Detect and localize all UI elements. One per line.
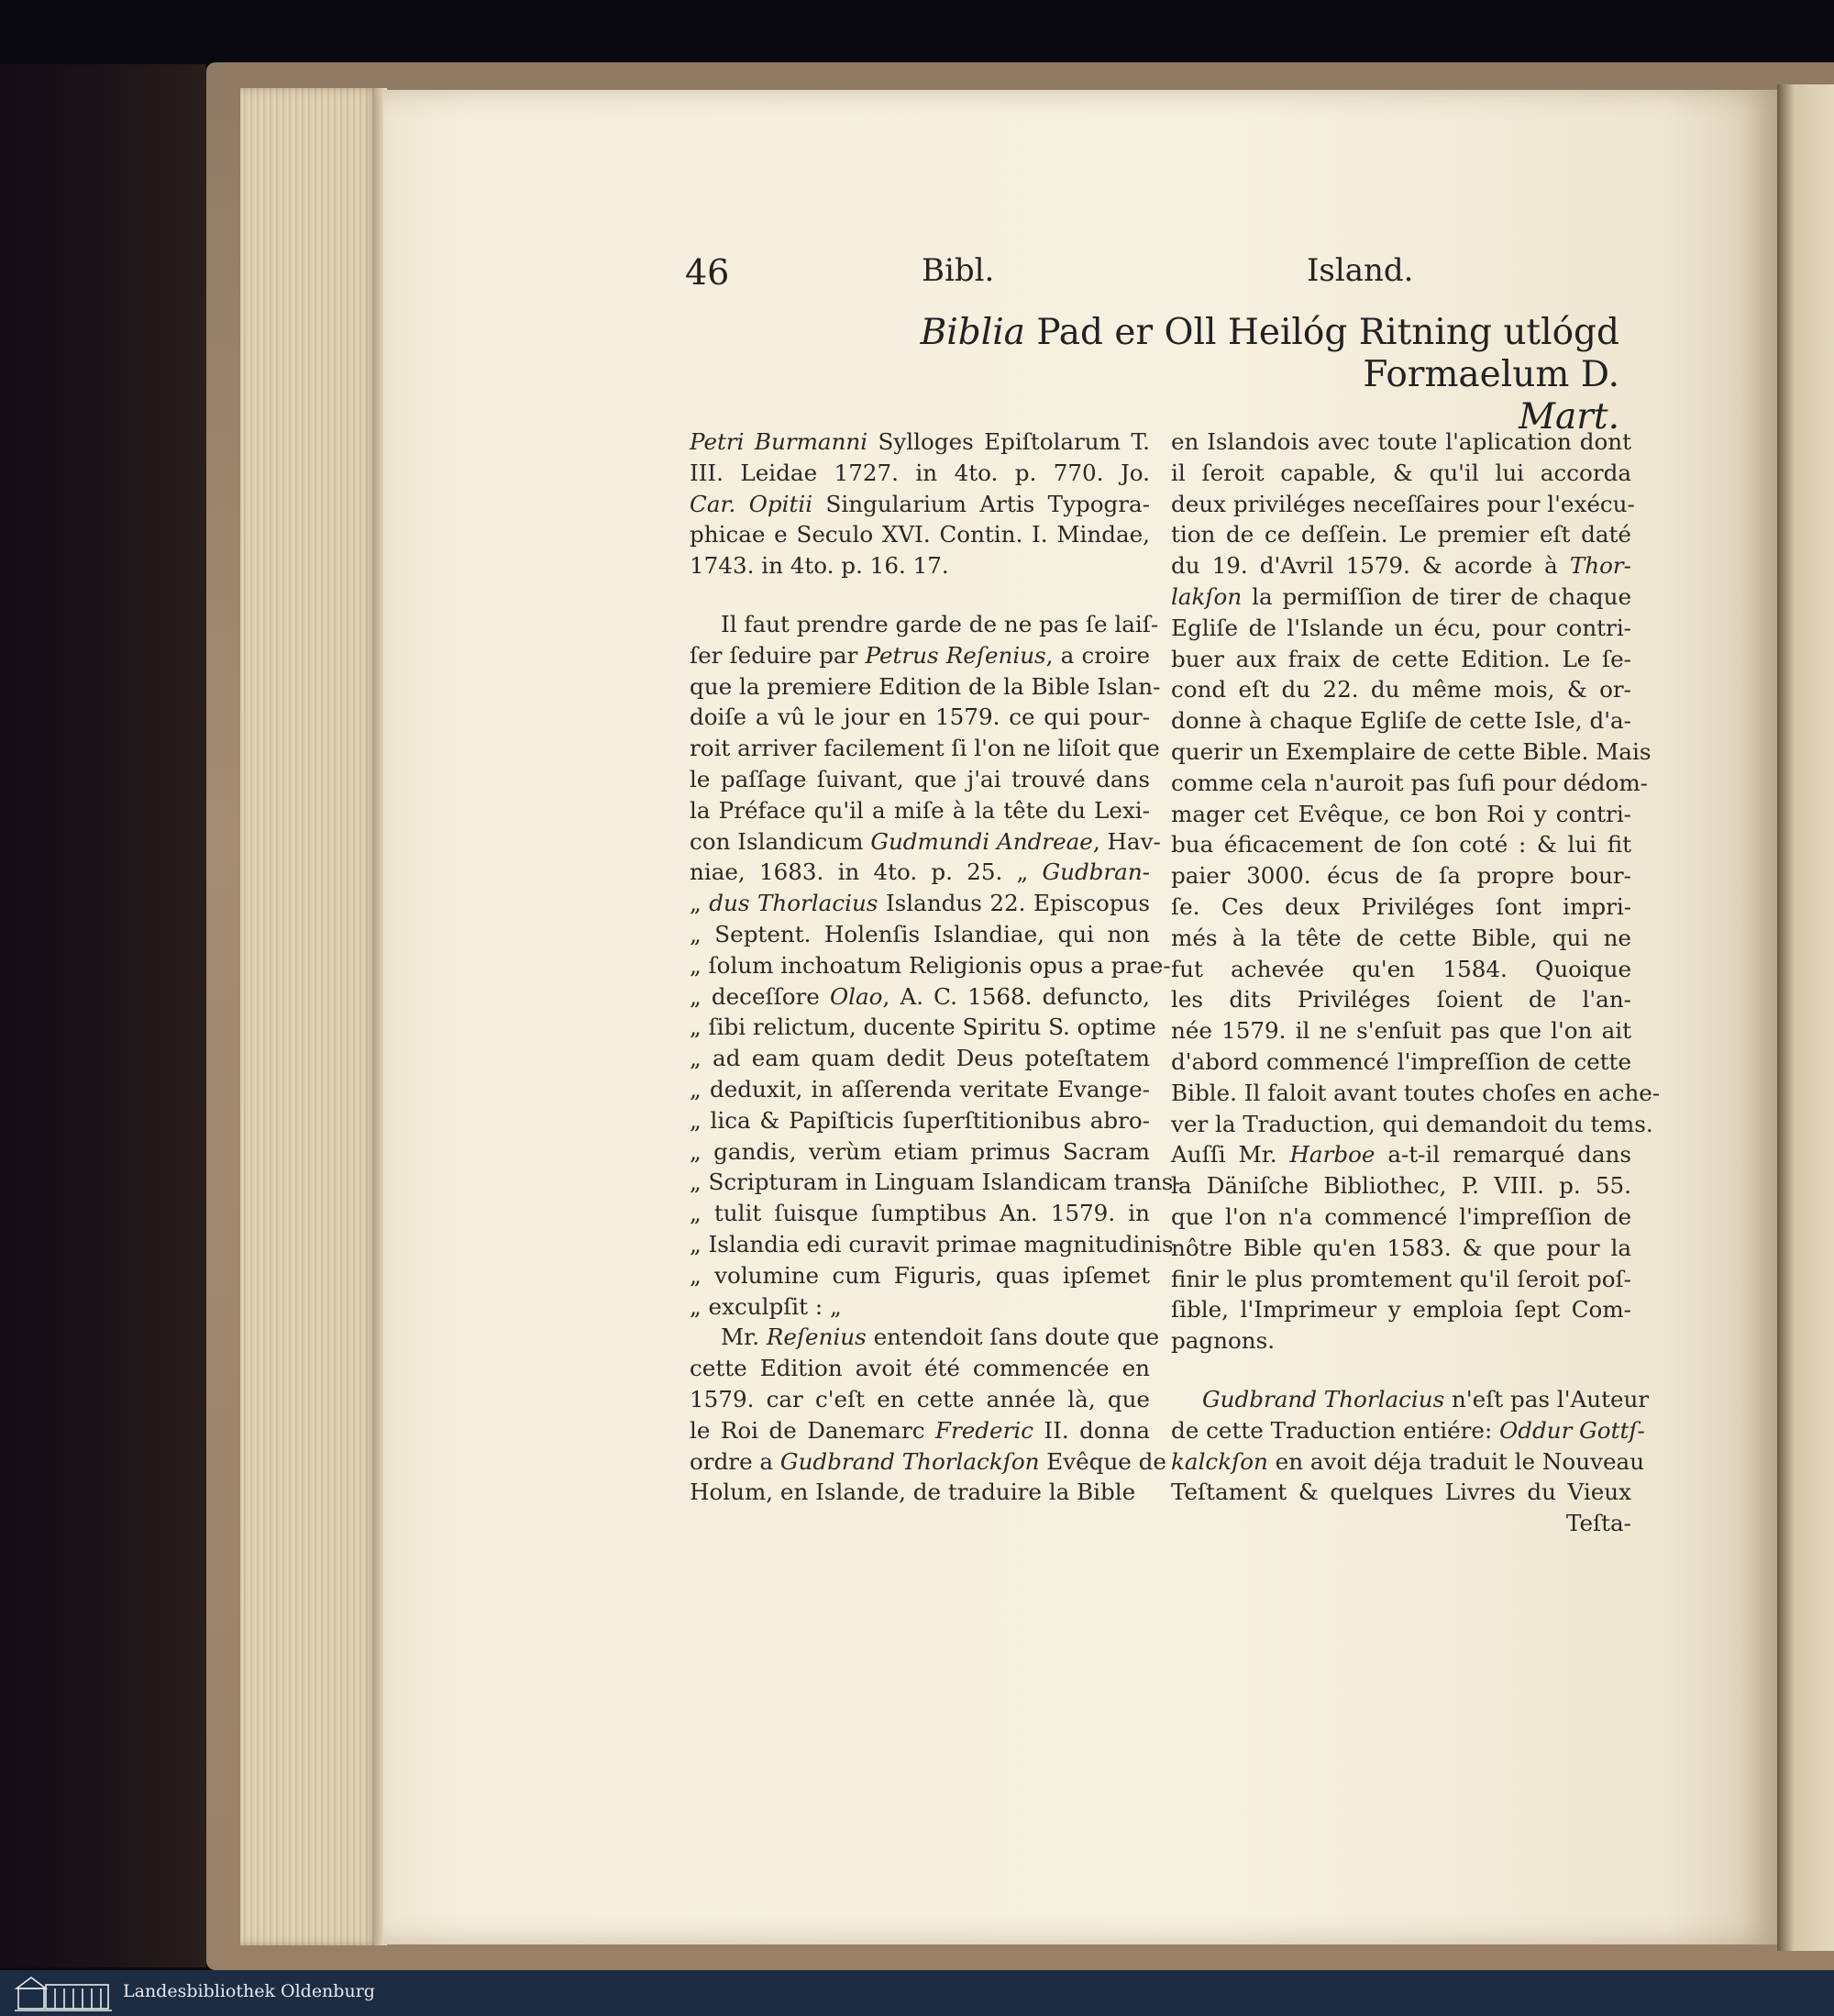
right-text-column [1171,426,1661,1539]
text-line: bua éficacement de ſon coté : & lui fit [1171,831,1631,858]
text-line: niae, 1683. in 4to. p. 25. „ Gudbran- [690,858,1150,886]
text-line: III. Leidae 1727. in 4to. p. 770. Jo. [690,459,1150,486]
text-line: doiſe a vû le jour en 1579. ce qui pour- [690,703,1150,731]
text-line: les dits Priviléges ſoient de l'an- [1171,986,1631,1014]
text-line: Teſtament & quelques Livres du Vieux [1171,1479,1631,1506]
text-line: Bible. Il faloit avant toutes choſes en ache- [1171,1079,1661,1106]
text-line: la Préface qu'il a miſe à la tête du Lexi- [690,796,1150,824]
text-line: donne à chaque Egliſe de cette Isle, d'a- [1171,707,1631,735]
text-line: „ dus Thorlacius Islandus 22. Episcopus [690,890,1150,917]
text-line: tion de ce deſſein. Le premier eſt daté [1171,521,1631,548]
text-line: la Däniſche Bibliothec, P. VIII. p. 55. [1171,1172,1631,1200]
text-line: „ volumine cum Figuris, quas ipſemet [690,1261,1150,1289]
text-line: Egliſe de l'Islande un écu, pour contri- [1171,614,1631,641]
text-line: Holum, en Islande, de traduire la Bible [690,1479,1136,1506]
facing-page-edge [1777,84,1834,1951]
library-building-icon [13,1974,114,2012]
text-line: comme cela n'auroit pas ſufi pour dédom- [1171,769,1648,796]
text-line: „ lica & Papiſticis ſuperſtitionibus abro- [690,1106,1150,1134]
text-line: mager cet Evêque, ce bon Roi y contri- [1171,800,1631,827]
text-line: „ exculpſit : „ [690,1292,842,1320]
text-line: Petri Burmanni Sylloges Epiſtolarum T. [690,428,1150,455]
text-line: Car. Opitii Singularium Artis Typogra- [690,490,1150,517]
text-line: „ deceſſore Olao, A. C. 1568. defuncto, [690,982,1150,1010]
text-line: Teſta- [1565,1510,1631,1537]
text-line: finir le plus promtement qu'il ſeroit poſ- [1171,1265,1631,1292]
text-line: paier 3000. écus de ſa propre bour- [1171,862,1631,890]
text-line: ſer ſeduire par Petrus Reſenius, a croire [690,641,1150,669]
text-line: le paſſage ſuivant, que j'ai trouvé dans [690,765,1150,792]
text-line: lakſon la permiſſion de tirer de chaque [1171,582,1631,610]
text-line: 1579. car c'eſt en cette année là, que [690,1385,1150,1412]
text-line: Il faut prendre garde de ne pas ſe laiſ- [721,610,1159,637]
text-line: que l'on n'a commencé l'impreſſion de [1171,1202,1631,1230]
text-line: Auſſi Mr. Harboe a-t-il remarqué dans [1171,1141,1631,1169]
text-line: ver la Traduction, qui demandoit du tems. [1171,1110,1653,1137]
text-line: „ ſolum inchoatum Religionis opus a prae- [690,951,1171,979]
text-line: phicae e Seculo XVI. Contin. I. Mindae, [690,521,1150,548]
text-line: d'abord commencé l'impreſſion de cette [1171,1047,1631,1075]
entry-title [767,312,1619,438]
text-line: ſe. Ces deux Priviléges ſont impri- [1171,892,1631,920]
title-line-2: Mart. [1519,396,1619,438]
paragraph-gap [690,582,1150,609]
text-line: née 1579. il ne s'enſuit pas que l'on ait [1171,1017,1631,1045]
page-edges [240,88,378,1945]
title-line-1: Pad er Oll Heilóg Ritning utlógd Formaelum D. [1024,312,1619,395]
text-line: „ deduxit, in aſſerenda veritate Evange- [690,1075,1150,1102]
left-text-column [690,426,1181,1508]
background-left [0,64,206,1967]
text-line: querir un Exemplaire de cette Bible. Mais [1171,737,1652,765]
text-line: „ Septent. Holenſis Islandiae, qui non [690,920,1150,947]
text-line: „ tulit ſuisque ſumptibus An. 1579. in [690,1200,1150,1227]
library-name: Landesbibliothek Oldenburg [123,1981,375,2001]
title-italic-word: Biblia [920,312,1025,353]
text-line: „ Scripturam in Linguam Islandicam trans- [690,1169,1181,1196]
text-line: du 19. d'Avril 1579. & acorde à Thor- [1171,552,1631,580]
text-line: cond eſt du 22. du même mois, & or- [1171,676,1631,703]
text-line: de cette Traduction entiére: Oddur Gottſ- [1171,1416,1645,1444]
text-line: Mr. Reſenius entendoit ſans doute que [721,1324,1160,1351]
text-line: buer aux fraix de cette Edition. Le ſe- [1171,645,1631,672]
text-line: roit arriver facilement ſi l'on ne liſoit que [690,735,1160,762]
paragraph-gap [1171,1357,1631,1384]
text-line: le Roi de Danemarc Frederic II. donna [690,1416,1150,1444]
text-line: 1743. in 4to. p. 16. 17. [690,552,949,580]
text-line: „ ſibi relictum, ducente Spiritu S. optime [690,1014,1156,1041]
text-line: cette Edition avoit été commencée en [690,1355,1150,1382]
text-line: més à la tête de cette Bible, qui ne [1171,924,1631,951]
text-line: ſible, l'Imprimeur y emploia ſept Com- [1171,1296,1631,1324]
text-line: deux priviléges neceſſaires pour l'exécu- [1171,490,1635,517]
text-line: kalckſon en avoit déja traduit le Nouveau [1171,1447,1645,1475]
text-line: ordre a Gudbrand Thorlackſon Evêque de [690,1447,1166,1475]
text-line: „ gandis, verùm etiam primus Sacram [690,1137,1150,1165]
text-line: nôtre Bible qu'en 1583. & que pour la [1171,1234,1631,1261]
text-line: en Islandois avec toute l'aplication dont [1171,428,1631,455]
text-line: pagnons. [1171,1327,1276,1355]
running-head-right: Island. [1307,252,1414,289]
text-line: „ Islandia edi curavit primae magnitudinis [690,1230,1174,1257]
text-line: fut achevée qu'en 1584. Quoique [1171,955,1631,982]
text-line: que la premiere Edition de la Bible Islan- [690,672,1161,700]
running-head-left: Bibl. [922,252,995,289]
text-line: con Islandicum Gudmundi Andreae, Hav- [690,827,1161,855]
text-line: Gudbrand Thorlacius n'eſt pas l'Auteur [1202,1385,1650,1412]
page-number: 46 [685,252,730,293]
text-line: „ ad eam quam dedit Deus poteſtatem [690,1045,1150,1072]
background-top [0,0,1834,64]
text-line: il ſeroit capable, & qu'il lui accorda [1171,459,1631,486]
